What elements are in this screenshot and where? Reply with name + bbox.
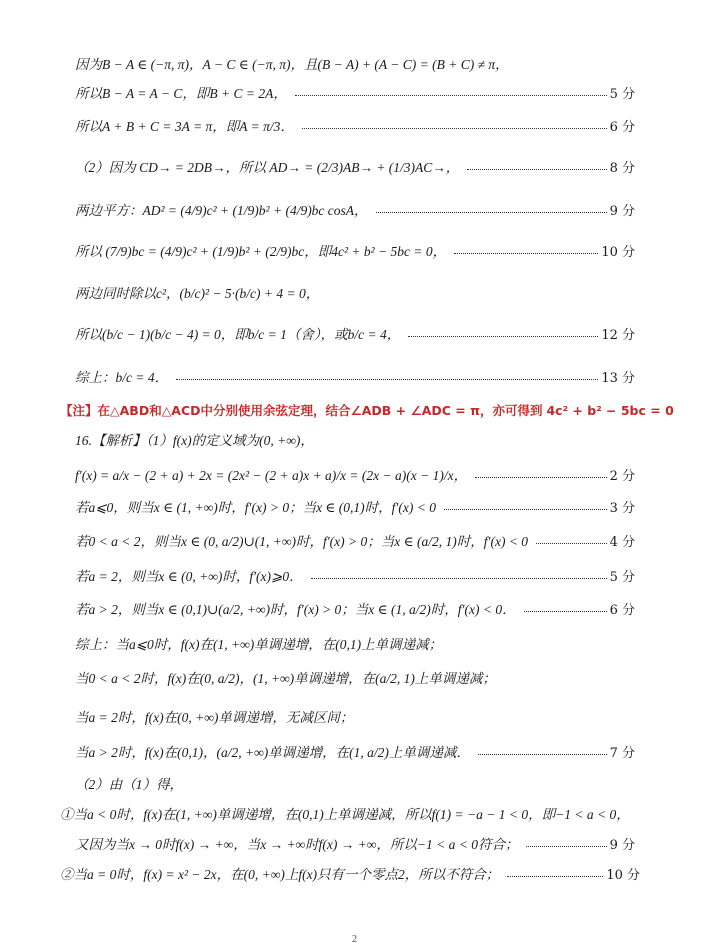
dot-leader bbox=[478, 754, 607, 755]
dot-leader bbox=[444, 509, 607, 510]
dot-leader bbox=[536, 543, 607, 544]
solution-line bbox=[75, 316, 635, 350]
note-text: 【注】在△ABD和△ACD中分别使用余弦定理，结合∠ADB + ∠ADC = π，亦可得到 bbox=[60, 403, 543, 418]
line-text: （2）由（1）得， bbox=[75, 777, 183, 792]
dot-leader bbox=[302, 128, 607, 129]
solution-line bbox=[75, 660, 635, 694]
line-text: 综上：当a⩽0时，f(x)在(1, +∞)单调递增，在(0,1)上单调递减； bbox=[75, 637, 443, 652]
dot-leader bbox=[467, 169, 606, 170]
line-text: 又因为当x → 0时f(x) → +∞，当x → +∞时f(x) → +∞，所以−1 < a < 0符合； bbox=[75, 837, 519, 852]
score-label: 5 分 bbox=[609, 569, 635, 585]
line-text: 所以 (7/9)bc = (4/9)c² + (1/9)b² + (2/9)bc，即4c² + b² − 5bc = 0， bbox=[75, 244, 447, 259]
score-label: 10 分 bbox=[601, 244, 635, 260]
solution-line bbox=[75, 457, 635, 491]
solution-line bbox=[75, 108, 635, 142]
score-label: 10 分 bbox=[606, 867, 640, 883]
dot-leader bbox=[454, 253, 598, 254]
dot-leader bbox=[176, 379, 598, 380]
dot-leader bbox=[475, 477, 607, 478]
page-number: 2 bbox=[352, 934, 357, 945]
score-label: 8 分 bbox=[609, 160, 635, 176]
line-text: 综上：b/c = 4． bbox=[75, 370, 169, 385]
solution-line bbox=[75, 523, 635, 557]
line-text: 两边平方：AD² = (4/9)c² + (1/9)b² + (4/9)bc cosA， bbox=[75, 203, 368, 218]
line-text: 若a = 2，则当x ∈ (0, +∞)时，f′(x)⩾0． bbox=[75, 569, 303, 584]
dot-leader bbox=[507, 876, 603, 877]
solution-line bbox=[75, 233, 635, 267]
score-label: 6 分 bbox=[609, 119, 635, 135]
score-label: 12 分 bbox=[601, 327, 635, 343]
solution-line bbox=[60, 802, 660, 824]
score-label: 7 分 bbox=[609, 745, 635, 761]
dot-leader bbox=[526, 846, 606, 847]
dot-leader bbox=[524, 611, 607, 612]
solution-line bbox=[75, 772, 635, 794]
score-label: 6 分 bbox=[609, 602, 635, 618]
solution-line bbox=[75, 359, 635, 393]
solution-line bbox=[75, 832, 635, 854]
line-text: 所以A + B + C = 3A = π，即A = π/3． bbox=[75, 119, 294, 134]
dot-leader bbox=[376, 212, 607, 213]
line-text: ②当a = 0时，f(x) = x² − 2x，在(0, +∞)上f(x)只有一个零点2，所以不符合； bbox=[60, 867, 500, 882]
score-label: 9 分 bbox=[609, 837, 635, 853]
dot-leader bbox=[311, 578, 607, 579]
line-text: 若a⩽0，则当x ∈ (1, +∞)时，f′(x) > 0；当x ∈ (0,1)时，f′(x) < 0 bbox=[75, 500, 436, 515]
solution-line bbox=[75, 495, 635, 517]
dot-leader bbox=[408, 336, 598, 337]
line-text: ①当a < 0时，f(x)在(1, +∞)单调递增，在(0,1)上单调递减，所以f(1) = −a − 1 < 0，即−1 < a < 0， bbox=[60, 807, 630, 822]
solution-line bbox=[75, 564, 635, 586]
line-text: 因为B − A ∈ (−π, π)，A − C ∈ (−π, π)，且(B − A) + (A − C) = (B + C) ≠ π， bbox=[75, 57, 509, 72]
line-text: 当a = 2时，f(x)在(0, +∞)单调递增，无减区间； bbox=[75, 710, 354, 725]
line-text: 两边同时除以c²，(b/c)² − 5·(b/c) + 4 = 0， bbox=[75, 286, 320, 301]
line-text: （2）因为 CD→ = 2DB→，所以 AD→ = (2/3)AB→ + (1/3)AC→， bbox=[75, 160, 460, 175]
score-label: 3 分 bbox=[609, 500, 635, 516]
line-text: 若a > 2，则当x ∈ (0,1)∪(a/2, +∞)时，f′(x) > 0；当x ∈ (1, a/2)时，f′(x) < 0． bbox=[75, 602, 516, 617]
solution-line bbox=[75, 428, 635, 450]
dot-leader bbox=[295, 95, 607, 96]
line-text: 当a > 2时，f(x)在(0,1)，(a/2, +∞)单调递增，在(1, a/2)上单调递减． bbox=[75, 745, 470, 760]
solution-line bbox=[75, 734, 635, 768]
line-text: 16.【解析】（1）f(x)的定义域为(0, +∞)， bbox=[75, 433, 314, 448]
solution-line bbox=[75, 275, 635, 309]
solution-line bbox=[75, 632, 635, 654]
solution-line bbox=[75, 52, 635, 74]
line-text: f′(x) = a/x − (2 + a) + 2x = (2x² − (2 + a)x + a)/x = (2x − a)(x − 1)/x， bbox=[75, 468, 468, 483]
solution-line bbox=[75, 591, 635, 625]
solution-line bbox=[75, 149, 635, 183]
solution-line bbox=[60, 862, 640, 884]
solution-line bbox=[75, 192, 635, 226]
line-text: 若0 < a < 2，则当x ∈ (0, a/2)∪(1, +∞)时，f′(x) > 0；当x ∈ (a/2, 1)时，f′(x) < 0 bbox=[75, 534, 529, 549]
score-label: 2 分 bbox=[609, 468, 635, 484]
note-line bbox=[60, 399, 674, 421]
line-text: 当0 < a < 2时，f(x)在(0, a/2)，(1, +∞)单调递增，在(a/2, 1)上单调递减； bbox=[75, 671, 496, 686]
solution-line bbox=[75, 81, 635, 103]
score-label: 4 分 bbox=[609, 534, 635, 550]
line-text: 所以(b/c − 1)(b/c − 4) = 0，即b/c = 1（舍），或b/c = 4， bbox=[75, 327, 401, 342]
score-label: 9 分 bbox=[609, 203, 635, 219]
score-label: 5 分 bbox=[609, 86, 635, 102]
score-label: 13 分 bbox=[601, 370, 635, 386]
solution-line bbox=[75, 705, 635, 727]
note-formula: 4c² + b² − 5bc = 0 bbox=[546, 402, 674, 418]
line-text: 所以B − A = A − C，即B + C = 2A， bbox=[75, 86, 287, 101]
